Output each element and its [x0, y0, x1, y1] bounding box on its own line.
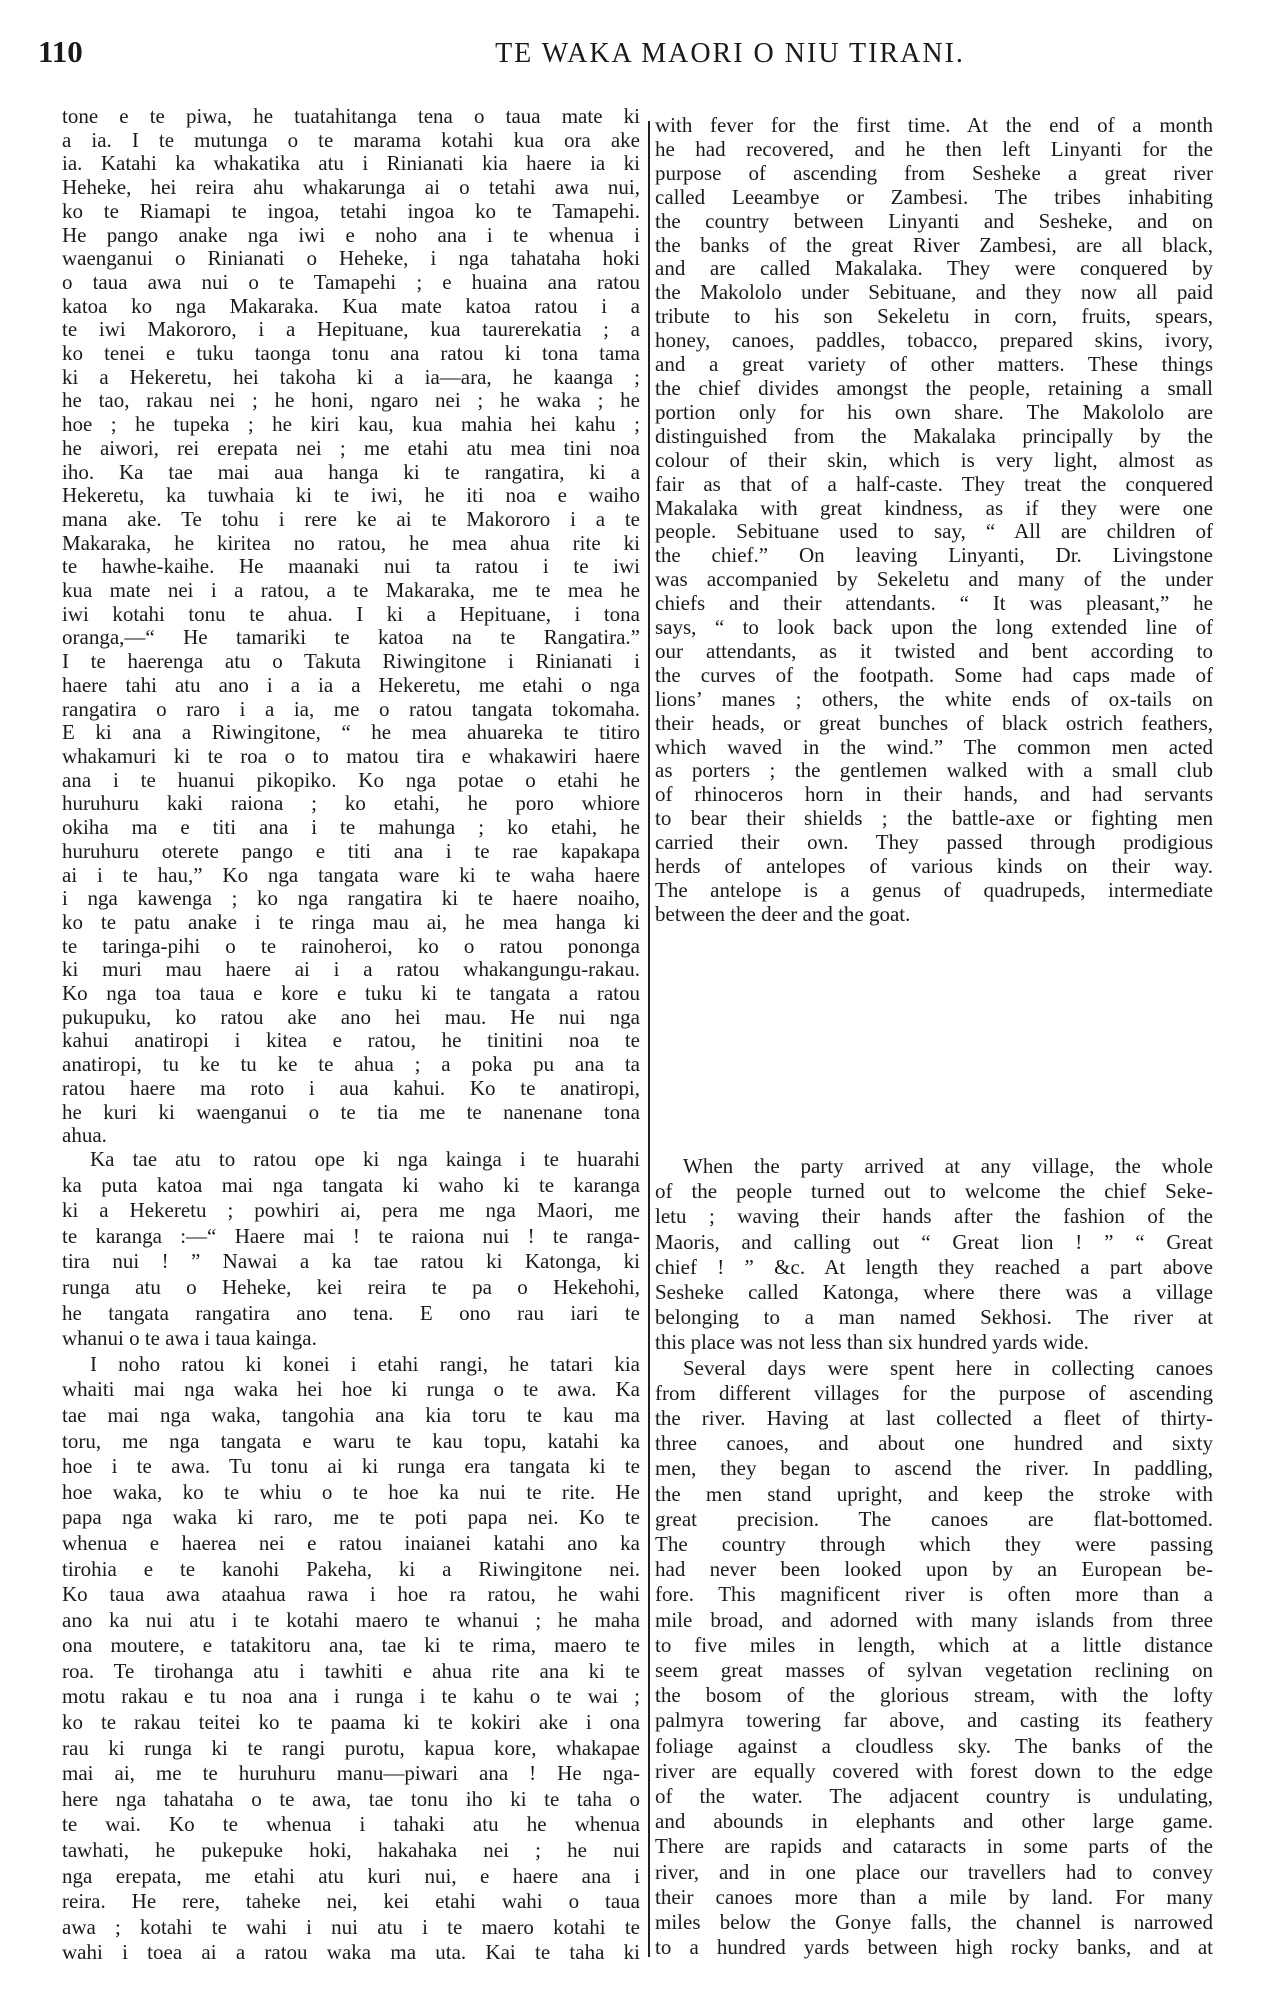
text-line: oranga,—“ He tamariki te katoa na te Rangatira.” — [62, 626, 640, 650]
text-line: of the people turned out to welcome the chief Seke- — [655, 1179, 1213, 1204]
text-line: purpose of ascending from Sesheke a great river — [655, 161, 1213, 185]
text-line: Ko taua awa ataahua rawa i hoe ra ratou, he wahi — [62, 1582, 640, 1607]
text-line: he kuri ki waenganui o te tia me te nanenane tona — [62, 1100, 640, 1124]
text-line: the men stand upright, and keep the stroke with — [655, 1481, 1213, 1506]
text-line: o taua awa nui o te Tamapehi ; e huaina ana ratou — [62, 270, 640, 294]
text-line: mana ake. Te tohu i rere ke ai te Makororo i a te — [62, 507, 640, 531]
paragraph — [62, 105, 640, 1148]
text-line: ki a Hekeretu, hei takoha ki a ia—ara, he kaanga ; — [62, 365, 640, 389]
text-line: ano ka nui atu i te kotahi maero te whanui ; he maha — [62, 1607, 640, 1632]
paragraph — [655, 114, 1213, 927]
text-line: honey, canoes, paddles, tobacco, prepared skins, ivory, — [655, 329, 1213, 353]
text-line: The antelope is a genus of quadrupeds, intermediate — [655, 879, 1213, 902]
text-line: he tangata rangatira ano tena. E ono rau iari te — [62, 1300, 640, 1325]
text-line: was accompanied by Sekeletu and many of the under — [655, 568, 1213, 592]
text-line: huruhuru kaki raiona ; ko etahi, he poro whiore — [62, 792, 640, 816]
text-line: iwi kotahi tonu te ahua. I ki a Hepituane, i tona — [62, 602, 640, 626]
text-line: foliage against a cloudless sky. The banks of the — [655, 1733, 1213, 1758]
text-line: kua mate nei i a ratou, a te Makaraka, me te mea he — [62, 579, 640, 603]
text-line: fair as that of a half-caste. They treat the conquered — [655, 472, 1213, 496]
text-line: anatiropi, tu ke tu ke te ahua ; a poka pu ana ta — [62, 1053, 640, 1077]
text-line: waenganui o Rinianati o Heheke, i nga tahataha hoki — [62, 247, 640, 271]
text-line: from different villages for the purpose of ascending — [655, 1380, 1213, 1405]
text-line: i nga kawenga ; ko nga rangatira ki te haere noaiho, — [62, 887, 640, 911]
text-line: the bosom of the glorious stream, with the lofty — [655, 1683, 1213, 1708]
text-line: rau ki runga ki te rangi purotu, kapua kore, whakapae — [62, 1735, 640, 1760]
text-line: lions’ manes ; others, the white ends of ox-tails on — [655, 687, 1213, 711]
text-line: carried their own. They passed through prodigious — [655, 831, 1213, 855]
text-line: belonging to a man named Sekhosi. The river at — [655, 1305, 1213, 1330]
text-line: the chief.” On leaving Linyanti, Dr. Livingstone — [655, 544, 1213, 568]
text-line: iho. Ka tae mai aua hanga ki te rangatira, ki a — [62, 460, 640, 484]
text-line: he tao, rakau nei ; he honi, ngaro nei ; he waka ; he — [62, 389, 640, 413]
text-line: ai i te hau,” Ko nga tangata ware ki te waha haere — [62, 863, 640, 887]
text-line: a ia. I te mutunga o te marama kotahi kua ora ake — [62, 128, 640, 152]
text-line: When the party arrived at any village, the whole — [683, 1154, 1213, 1178]
text-line: ko te patu anake i te ringa mau ai, he mea hanga ki — [62, 910, 640, 934]
text-line: tira nui ! ” Nawai a ka tae ratou ki Katonga, ki — [62, 1249, 640, 1274]
text-line: katoa ko nga Makaraka. Kua mate katoa ratou i a — [62, 294, 640, 318]
text-line: people. Sebituane used to say, “ All are children of — [655, 520, 1213, 544]
text-line: wahi i toea ai a ratou waka ma uta. Kai te taha ki — [62, 1940, 640, 1965]
text-line: our attendants, as it twisted and bent according to — [655, 639, 1213, 663]
text-line: tirohia e te kanohi Pakeha, ki a Riwingitone nei. — [62, 1556, 640, 1581]
text-line: colour of their skin, which is very light, almost as — [655, 448, 1213, 472]
text-line: the country between Linyanti and Sesheke, and on — [655, 209, 1213, 233]
text-line: hoe waka, ko te whiu o te hoe ka nui te rite. He — [62, 1479, 640, 1504]
text-line: tawhati, he pukepuke hoki, hakahaka nei ; he nui — [62, 1838, 640, 1863]
text-line: their canoes more than a mile by land. For many — [655, 1884, 1213, 1909]
right-column-block-1 — [655, 114, 1213, 927]
publication-title: TE WAKA MAORI O NIU TIRANI. — [495, 38, 965, 69]
text-line: seem great masses of sylvan vegetation reclining on — [655, 1658, 1213, 1683]
text-line: chiefs and their attendants. “ It was pleasant,” he — [655, 592, 1213, 616]
text-line: E ki ana a Riwingitone, “ he mea ahuareka te titiro — [62, 721, 640, 745]
text-line: to five miles in length, which at a little distance — [655, 1632, 1213, 1657]
text-line: with fever for the first time. At the end of a month — [655, 114, 1213, 137]
text-line: this place was not less than six hundred yards wide. — [655, 1330, 1089, 1355]
text-line: portion only for his own share. The Makololo are — [655, 400, 1213, 424]
text-line: the banks of the great River Zambesi, are all black, — [655, 233, 1213, 257]
text-line: tribute to his son Sekeletu in corn, fruits, spears, — [655, 305, 1213, 329]
column-divider — [648, 121, 650, 1957]
text-line: motu rakau e tu noa ana i runga i te kahu o te wai ; — [62, 1684, 640, 1709]
text-line: river, and in one place our travellers had to convey — [655, 1859, 1213, 1884]
text-line: says, “ to look back upon the long extended line of — [655, 616, 1213, 640]
text-line: reira. He rere, taheke nei, kei etahi wahi o taua — [62, 1889, 640, 1914]
text-line: pukupuku, ko ratou ake ano hei mau. He nui nga — [62, 1005, 640, 1029]
text-line: hoe i te awa. Tu tonu ai ki runga era tangata ki te — [62, 1454, 640, 1479]
text-line: he had recovered, and he then left Linyanti for the — [655, 137, 1213, 161]
left-column-block-1 — [62, 105, 640, 1148]
text-line: ko te Riamapi te ingoa, tetahi ingoa ko te Tamapehi. — [62, 199, 640, 223]
text-line: the curves of the footpath. Some had caps made of — [655, 663, 1213, 687]
text-line: te hawhe-kaihe. He maanaki nui ta ratou i te iwi — [62, 555, 640, 579]
text-line: three canoes, and about one hundred and sixty — [655, 1431, 1213, 1456]
text-line: whakamuri ki te roa o to matou tira e whakawiri haere — [62, 744, 640, 768]
right-column-block-2 — [655, 1154, 1213, 1961]
text-line: papa nga waka ki raro, me te poti papa nei. Ko te — [62, 1505, 640, 1530]
text-line: whaiti mai nga waka hei hoe ki runga o te awa. Ka — [62, 1377, 640, 1402]
text-line: te karanga :—“ Haere mai ! te raiona nui ! te ranga- — [62, 1223, 640, 1248]
text-line: toru, me nga tangata e waru te kau topu, katahi ka — [62, 1428, 640, 1453]
text-line: ki muri mau haere ai i a ratou whakangungu-rakau. — [62, 958, 640, 982]
text-line: he aiwori, rei erepata nei ; me etahi atu mea tini noa — [62, 436, 640, 460]
text-line: men, they began to ascend the river. In paddling, — [655, 1456, 1213, 1481]
text-line: whanui o te awa i taua kainga. — [62, 1326, 317, 1351]
text-line: which waved in the wind.” The common men acted — [655, 735, 1213, 759]
text-line: whenua e haerea nei e ratou inaianei katahi ano ka — [62, 1530, 640, 1555]
text-line: mai ai, me te huruhuru manu—piwari ana ! He nga- — [62, 1761, 640, 1786]
text-line: to bear their shields ; the battle-axe or fighting men — [655, 807, 1213, 831]
text-line: Heheke, hei reira ahu whakarunga ai o tetahi awa nui, — [62, 176, 640, 200]
text-line: hoe ; he tupeka ; he kiri kau, kua mahia hei kahu ; — [62, 413, 640, 437]
text-line: great precision. The canoes are flat-bottomed. — [655, 1506, 1213, 1531]
text-line: of rhinoceros horn in their hands, and had servants — [655, 783, 1213, 807]
text-line: kahui anatiropi i kitea e ratou, he tinitini noa te — [62, 1029, 640, 1053]
text-line: runga atu o Heheke, kei reira te pa o Hekehohi, — [62, 1274, 640, 1299]
text-line: He pango anake nga iwi e noho ana i te whenua i — [62, 223, 640, 247]
text-line: te wai. Ko te whenua i tahaki atu he whenua — [62, 1812, 640, 1837]
text-line: between the deer and the goat. — [655, 902, 911, 926]
text-line: Makalaka with great kindness, as if they were one — [655, 496, 1213, 520]
text-line: distinguished from the Makalaka principally by the — [655, 424, 1213, 448]
page-number: 110 — [38, 34, 83, 69]
text-line: called Leeambye or Zambesi. The tribes inhabiting — [655, 185, 1213, 209]
text-line: the river. Having at last collected a fleet of thirty- — [655, 1406, 1213, 1431]
text-line: and abounds in elephants and other large game. — [655, 1809, 1213, 1834]
text-line: I te haerenga atu o Takuta Riwingitone i Rinianati i — [62, 650, 640, 674]
text-line: to a hundred yards between high rocky banks, and at — [655, 1935, 1213, 1960]
text-line: mile broad, and adorned with many islands from three — [655, 1607, 1213, 1632]
text-line: okiha ma e titi ana i te mahunga ; ko etahi, he — [62, 816, 640, 840]
left-column-block-2 — [62, 1147, 640, 1966]
text-line: miles below the Gonye falls, the channel is narrowed — [655, 1910, 1213, 1935]
text-line: fore. This magnificent river is often more than a — [655, 1582, 1213, 1607]
text-line: and are called Makalaka. They were conquered by — [655, 257, 1213, 281]
text-line: roa. Te tirohanga atu i tawhiti e ahua rite ana ki te — [62, 1658, 640, 1683]
text-line: Ka tae atu to ratou ope ki nga kainga i te huarahi — [90, 1147, 640, 1171]
text-line: tae mai nga waka, tangohia ana kia toru te kau ma — [62, 1402, 640, 1427]
paragraph — [655, 1154, 1213, 1356]
text-line: Ko nga toa taua e kore e tuku ki te tangata a ratou — [62, 982, 640, 1006]
text-line: rangatira o raro i a ia, me o ratou tangata tokomaha. — [62, 697, 640, 721]
text-line: huruhuru oterete pango e titi ana i te rae kapakapa — [62, 839, 640, 863]
text-line: and a great variety of other matters. These things — [655, 353, 1213, 377]
text-line: te iwi Makororo, i a Hepituane, kua taurerekatia ; a — [62, 318, 640, 342]
text-line: ratou haere ma roto i aua kahui. Ko te anatiropi, — [62, 1076, 640, 1100]
text-line: Several days were spent here in collecting canoes — [683, 1355, 1213, 1380]
text-line: haere tahi atu ano i a ia a Hekeretu, me etahi o nga — [62, 673, 640, 697]
text-line: tone e te piwa, he tuatahitanga tena o taua mate ki — [62, 105, 640, 128]
text-line: I noho ratou ki konei i etahi rangi, he tatari kia — [90, 1351, 640, 1376]
paragraph — [655, 1356, 1213, 1961]
text-line: their heads, or great bunches of black ostrich feathers, — [655, 711, 1213, 735]
text-line: river are equally covered with forest down to the edge — [655, 1758, 1213, 1783]
text-line: had never been looked upon by an European be- — [655, 1557, 1213, 1582]
text-line: ana i te huanui pikopiko. Ko nga potae o etahi he — [62, 768, 640, 792]
text-line: ahua. — [62, 1124, 107, 1148]
text-line: of the water. The adjacent country is undulating, — [655, 1784, 1213, 1809]
text-line: ona moutere, e tatakitoru ana, tae ki te rima, maero te — [62, 1633, 640, 1658]
text-line: ko te rakau teitei ko te paama ki te kokiri ake i ona — [62, 1710, 640, 1735]
text-line: Maoris, and calling out “ Great lion ! ” “ Great — [655, 1229, 1213, 1254]
text-line: palmyra towering far above, and casting its feathery — [655, 1708, 1213, 1733]
paragraph — [62, 1147, 640, 1352]
text-line: Hekeretu, ka tuwhaia ki te iwi, he iti noa e waiho — [62, 484, 640, 508]
text-line: the Makololo under Sebituane, and they now all paid — [655, 281, 1213, 305]
text-line: te taringa-pihi o te rainoheroi, ko o ratou pononga — [62, 934, 640, 958]
text-line: ko tenei e tuku taonga tonu ana ratou ki tona tama — [62, 342, 640, 366]
text-line: ia. Katahi ka whakatika atu i Rinianati kia haere ia ki — [62, 152, 640, 176]
text-line: as porters ; the gentlemen walked with a small club — [655, 759, 1213, 783]
text-line: herds of antelopes of various kinds on their way. — [655, 855, 1213, 879]
text-line: ki a Hekeretu ; powhiri ai, pera me nga Maori, me — [62, 1198, 640, 1223]
text-line: the chief divides amongst the people, retaining a small — [655, 376, 1213, 400]
text-line: nga erepata, me etahi atu kuri nui, e haere ana i — [62, 1863, 640, 1888]
paragraph — [62, 1352, 640, 1966]
text-line: here nga tahataha o te awa, tae tonu iho ki te taha o — [62, 1786, 640, 1811]
text-line: chief ! ” &c. At length they reached a part above — [655, 1254, 1213, 1279]
text-line: ka puta katoa mai nga tangata ki waho ki te karanga — [62, 1172, 640, 1197]
text-line: Makaraka, he kiritea no ratou, he mea ahua rite ki — [62, 531, 640, 555]
text-line: There are rapids and cataracts in some parts of the — [655, 1834, 1213, 1859]
text-line: The country through which they were passing — [655, 1532, 1213, 1557]
text-line: Sesheke called Katonga, where there was a village — [655, 1280, 1213, 1305]
text-line: awa ; kotahi te wahi i nui atu i te maero kotahi te — [62, 1914, 640, 1939]
text-line: letu ; waving their hands after the fashion of the — [655, 1204, 1213, 1229]
